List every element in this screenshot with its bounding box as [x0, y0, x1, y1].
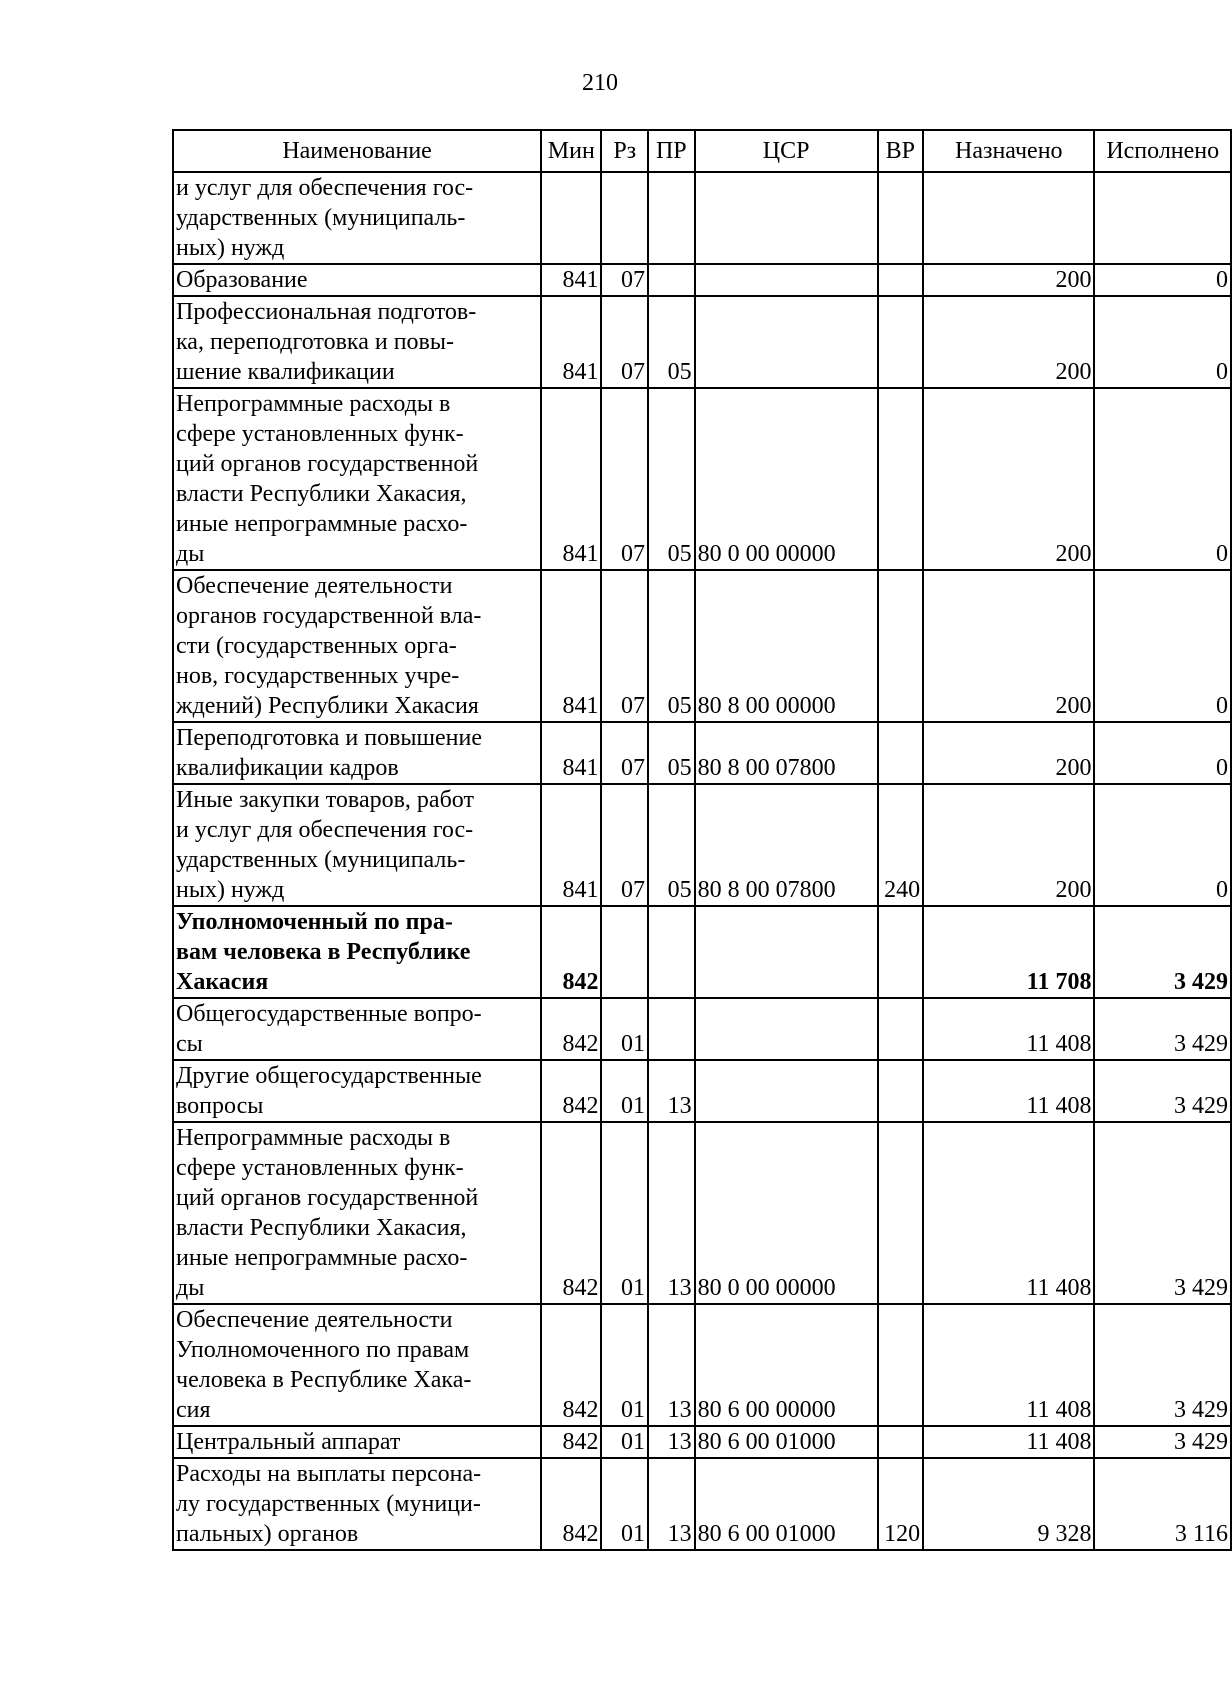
cell-csr	[695, 264, 878, 296]
cell-min: 841	[541, 264, 601, 296]
cell-min: 841	[541, 296, 601, 388]
cell-assigned: 200	[923, 296, 1094, 388]
table-row	[173, 570, 1231, 722]
cell-executed: 3 429	[1094, 1426, 1231, 1458]
cell-rz: 07	[601, 388, 648, 570]
cell-csr: 80 8 00 07800	[695, 722, 878, 784]
table-body	[173, 172, 1231, 1550]
cell-name	[173, 1122, 541, 1304]
header-executed: Исполнено	[1094, 130, 1231, 172]
cell-executed: 3 429	[1094, 1304, 1231, 1426]
header-name: Наименование	[173, 130, 541, 172]
cell-pr	[648, 998, 695, 1060]
cell-csr: 80 8 00 00000	[695, 570, 878, 722]
cell-rz: 07	[601, 296, 648, 388]
table-row	[173, 1458, 1231, 1550]
cell-rz: 01	[601, 1060, 648, 1122]
cell-name	[173, 906, 541, 998]
cell-rz	[601, 906, 648, 998]
cell-pr: 13	[648, 1458, 695, 1550]
cell-name-line: Обеспечение деятельности	[176, 1307, 453, 1333]
header-rz: Рз	[601, 130, 648, 172]
cell-name-line: Общегосударственные вопро-	[176, 1001, 482, 1027]
table-row	[173, 388, 1231, 570]
cell-assigned: 9 328	[923, 1458, 1094, 1550]
cell-name-line: вам человека в Республике	[176, 939, 471, 965]
cell-name-line: лу государственных (муници-	[176, 1491, 481, 1517]
table-row	[173, 722, 1231, 784]
cell-name-line: сы	[176, 1031, 203, 1057]
cell-csr: 80 8 00 07800	[695, 784, 878, 906]
cell-min: 842	[541, 1122, 601, 1304]
header-vr: ВР	[878, 130, 923, 172]
cell-csr: 80 0 00 00000	[695, 388, 878, 570]
cell-name-line: и услуг для обеспечения гос-	[176, 817, 474, 843]
cell-name	[173, 722, 541, 784]
cell-executed: 3 429	[1094, 1060, 1231, 1122]
cell-vr	[878, 264, 923, 296]
cell-name	[173, 1304, 541, 1426]
cell-name-line: сфере установленных функ-	[176, 1155, 464, 1181]
cell-name-line: человека в Республике Хака-	[176, 1367, 472, 1393]
cell-name-line: власти Республики Хакасия,	[176, 1215, 467, 1241]
cell-name	[173, 1060, 541, 1122]
cell-name	[173, 998, 541, 1060]
cell-vr	[878, 1426, 923, 1458]
cell-min: 842	[541, 1304, 601, 1426]
cell-rz: 07	[601, 264, 648, 296]
cell-name-line: иные непрограммные расхо-	[176, 511, 468, 537]
cell-executed: 3 429	[1094, 906, 1231, 998]
cell-csr: 80 6 00 01000	[695, 1426, 878, 1458]
cell-pr: 05	[648, 296, 695, 388]
cell-name-line: квалификации кадров	[176, 755, 399, 781]
cell-name-line: Непрограммные расходы в	[176, 1125, 451, 1151]
cell-pr: 05	[648, 388, 695, 570]
cell-name-line: органов государственной вла-	[176, 603, 482, 629]
cell-name-line: Переподготовка и повышение	[176, 725, 482, 751]
cell-rz: 01	[601, 1426, 648, 1458]
cell-name-line: власти Республики Хакасия,	[176, 481, 467, 507]
cell-pr	[648, 172, 695, 264]
cell-vr	[878, 906, 923, 998]
cell-rz: 07	[601, 784, 648, 906]
cell-executed: 3 429	[1094, 1122, 1231, 1304]
cell-name	[173, 296, 541, 388]
table-row	[173, 906, 1231, 998]
cell-name	[173, 1458, 541, 1550]
cell-name-line: нов, государственных учре-	[176, 663, 460, 689]
cell-name-line: Другие общегосударственные	[176, 1063, 482, 1089]
header-min: Мин	[541, 130, 601, 172]
cell-pr: 13	[648, 1304, 695, 1426]
cell-executed: 0	[1094, 296, 1231, 388]
cell-name-line: пальных) органов	[176, 1521, 359, 1547]
cell-assigned: 11 708	[923, 906, 1094, 998]
cell-vr	[878, 1304, 923, 1426]
cell-csr: 80 0 00 00000	[695, 1122, 878, 1304]
cell-vr	[878, 998, 923, 1060]
cell-pr: 05	[648, 722, 695, 784]
cell-csr	[695, 998, 878, 1060]
cell-name	[173, 1426, 541, 1458]
cell-pr	[648, 264, 695, 296]
cell-rz: 01	[601, 1304, 648, 1426]
cell-vr	[878, 1060, 923, 1122]
cell-name-line: и услуг для обеспечения гос-	[176, 175, 474, 201]
cell-name-line: ных) нужд	[176, 877, 285, 903]
cell-name-line: сия	[176, 1397, 211, 1423]
cell-name-line: сти (государственных орга-	[176, 633, 457, 659]
cell-executed: 0	[1094, 388, 1231, 570]
cell-rz	[601, 172, 648, 264]
cell-name-line: Хакасия	[176, 969, 269, 995]
cell-name	[173, 388, 541, 570]
cell-rz: 07	[601, 570, 648, 722]
cell-assigned: 200	[923, 722, 1094, 784]
table-row	[173, 1426, 1231, 1458]
cell-name-line: Иные закупки товаров, работ	[176, 787, 474, 813]
cell-csr	[695, 296, 878, 388]
cell-name-line: Обеспечение деятельности	[176, 573, 453, 599]
cell-rz: 01	[601, 998, 648, 1060]
cell-pr: 05	[648, 570, 695, 722]
cell-executed: 3 116	[1094, 1458, 1231, 1550]
cell-name	[173, 784, 541, 906]
cell-name-line: ждений) Республики Хакасия	[176, 693, 479, 719]
header-pr: ПР	[648, 130, 695, 172]
cell-min: 842	[541, 1458, 601, 1550]
table-row	[173, 784, 1231, 906]
cell-name-line: Уполномоченный по пра-	[176, 909, 453, 935]
cell-vr: 120	[878, 1458, 923, 1550]
cell-assigned: 200	[923, 264, 1094, 296]
cell-assigned: 200	[923, 388, 1094, 570]
cell-name-line: сфере установленных функ-	[176, 421, 464, 447]
cell-vr	[878, 570, 923, 722]
cell-name-line: ударственных (муниципаль-	[176, 847, 466, 873]
cell-executed: 3 429	[1094, 998, 1231, 1060]
cell-name-line: ций органов государственной	[176, 1185, 479, 1211]
cell-name-line: ка, переподготовка и повы-	[176, 329, 454, 355]
cell-name-line: ударственных (муниципаль-	[176, 205, 466, 231]
cell-pr	[648, 906, 695, 998]
cell-name-line: Расходы на выплаты персона-	[176, 1461, 482, 1487]
cell-assigned: 200	[923, 570, 1094, 722]
cell-pr: 13	[648, 1426, 695, 1458]
table-row	[173, 264, 1231, 296]
cell-csr: 80 6 00 00000	[695, 1304, 878, 1426]
cell-name-line: ды	[176, 541, 205, 567]
budget-table	[172, 129, 1232, 1551]
cell-min: 842	[541, 906, 601, 998]
cell-vr	[878, 388, 923, 570]
cell-name-line: Профессиональная подготов-	[176, 299, 477, 325]
cell-name-line: Образование	[176, 267, 308, 293]
page-number: 210	[582, 70, 618, 96]
cell-vr	[878, 722, 923, 784]
header-assigned: Назначено	[923, 130, 1094, 172]
cell-name-line: ных) нужд	[176, 235, 285, 261]
cell-pr: 13	[648, 1122, 695, 1304]
cell-pr: 05	[648, 784, 695, 906]
cell-assigned: 11 408	[923, 1122, 1094, 1304]
cell-min: 842	[541, 1060, 601, 1122]
cell-min: 842	[541, 1426, 601, 1458]
table-header-row	[173, 130, 1231, 172]
cell-csr	[695, 1060, 878, 1122]
table-row	[173, 296, 1231, 388]
cell-csr	[695, 906, 878, 998]
cell-name-line: Непрограммные расходы в	[176, 391, 451, 417]
cell-executed: 0	[1094, 570, 1231, 722]
cell-min: 842	[541, 998, 601, 1060]
cell-assigned: 200	[923, 784, 1094, 906]
cell-min: 841	[541, 388, 601, 570]
cell-min: 841	[541, 722, 601, 784]
table-row	[173, 1122, 1231, 1304]
cell-name-line: ций органов государственной	[176, 451, 479, 477]
cell-pr: 13	[648, 1060, 695, 1122]
cell-name	[173, 264, 541, 296]
cell-rz: 01	[601, 1458, 648, 1550]
cell-assigned: 11 408	[923, 1060, 1094, 1122]
cell-name-line: иные непрограммные расхо-	[176, 1245, 468, 1271]
cell-vr	[878, 1122, 923, 1304]
cell-rz: 07	[601, 722, 648, 784]
cell-assigned: 11 408	[923, 998, 1094, 1060]
cell-assigned: 11 408	[923, 1304, 1094, 1426]
cell-csr: 80 6 00 01000	[695, 1458, 878, 1550]
cell-executed: 0	[1094, 784, 1231, 906]
cell-name-line: ды	[176, 1275, 205, 1301]
cell-name-line: Уполномоченного по правам	[176, 1337, 470, 1363]
table-row	[173, 998, 1231, 1060]
cell-executed: 0	[1094, 722, 1231, 784]
header-csr: ЦСР	[695, 130, 878, 172]
cell-name	[173, 570, 541, 722]
table-row	[173, 1060, 1231, 1122]
cell-rz: 01	[601, 1122, 648, 1304]
cell-name	[173, 172, 541, 264]
table-row	[173, 172, 1231, 264]
cell-executed	[1094, 172, 1231, 264]
cell-min: 841	[541, 784, 601, 906]
cell-name-line: Центральный аппарат	[176, 1429, 401, 1455]
cell-assigned	[923, 172, 1094, 264]
table-row	[173, 1304, 1231, 1426]
cell-name-line: шение квалификации	[176, 359, 395, 385]
cell-vr	[878, 172, 923, 264]
cell-assigned: 11 408	[923, 1426, 1094, 1458]
cell-min	[541, 172, 601, 264]
cell-csr	[695, 172, 878, 264]
cell-vr	[878, 296, 923, 388]
cell-executed: 0	[1094, 264, 1231, 296]
cell-name-line: вопросы	[176, 1093, 264, 1119]
cell-vr: 240	[878, 784, 923, 906]
cell-min: 841	[541, 570, 601, 722]
